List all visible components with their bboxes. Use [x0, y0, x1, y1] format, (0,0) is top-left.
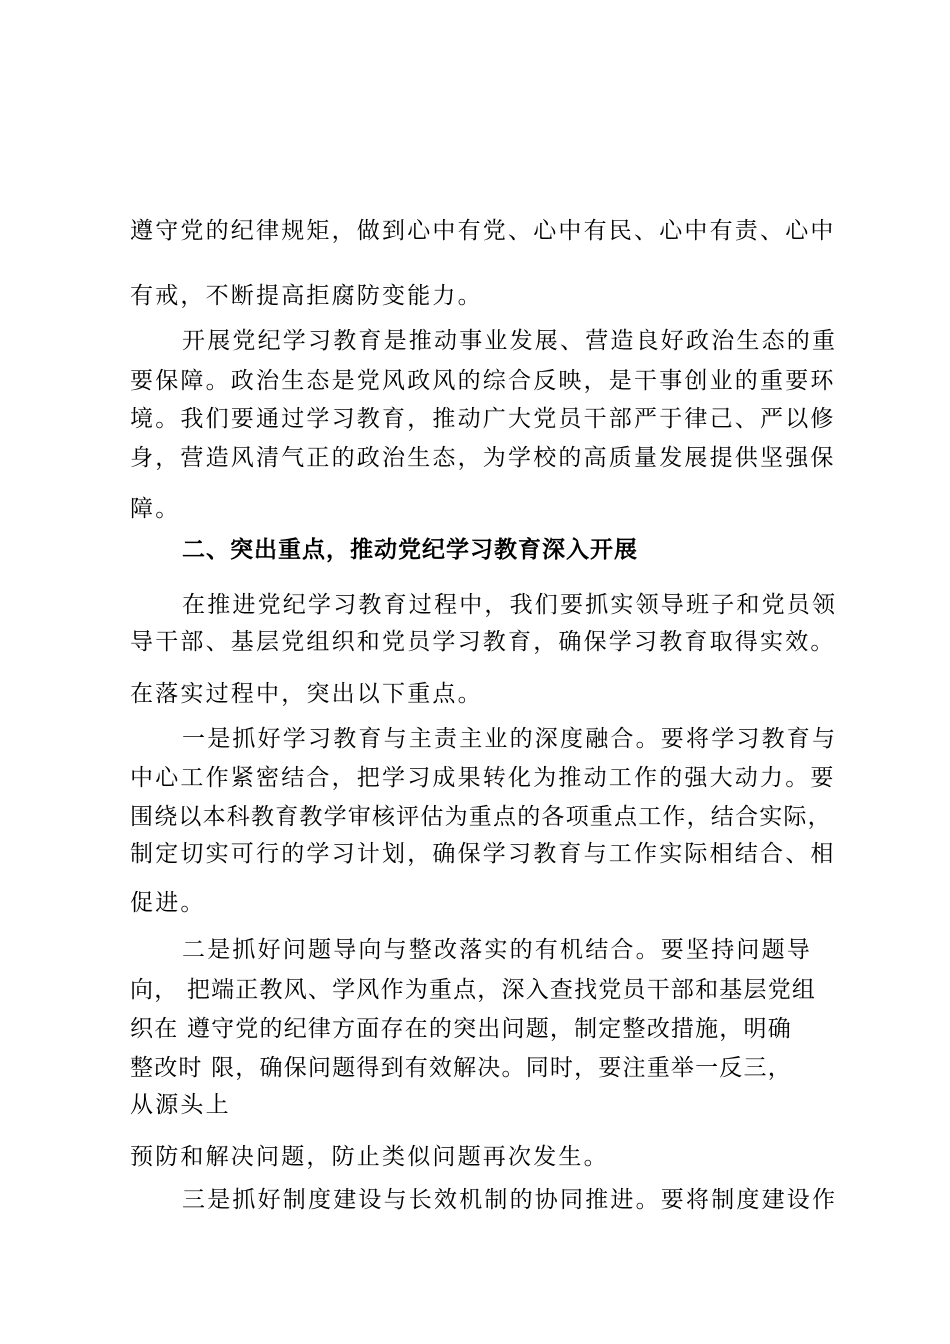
text-line: 要保障。政治生态是党风政风的综合反映，是干事创业的重要环: [130, 368, 836, 394]
text-line: 制定切实可行的学习计划，确保学习教育与工作实际相结合、相: [130, 841, 836, 867]
text-line: 促进。: [130, 890, 206, 916]
paragraph-first-line: 二是抓好问题导向与整改落实的有机结合。要坚持问题导: [182, 937, 812, 963]
paragraph-first-line: 一是抓好学习教育与主责主业的深度融合。要将学习教育与: [182, 726, 838, 752]
text-line: 导干部、基层党组织和党员学习教育，确保学习教育取得实效。: [130, 629, 836, 655]
paragraph-first-line: 在推进党纪学习教育过程中，我们要抓实领导班子和党员领: [182, 592, 838, 618]
text-line: 在落实过程中，突出以下重点。: [130, 681, 483, 707]
text-line: 从源头上: [130, 1092, 231, 1118]
text-line: 中心工作紧密结合，把学习成果转化为推动工作的强大动力。要: [130, 765, 836, 791]
text-line: 境。我们要通过学习教育，推动广大党员干部严于律己、严以修: [130, 406, 836, 432]
text-line: 预防和解决问题，防止类似问题再次发生。: [130, 1144, 609, 1170]
text-line: 整改时 限，确保问题得到有效解决。同时，要注重举一反三，: [130, 1055, 792, 1081]
text-line: 织在 遵守党的纪律方面存在的突出问题，制定整改措施，明确: [130, 1016, 792, 1042]
text-line: 障。: [130, 496, 181, 522]
text-line: 围绕以本科教育教学审核评估为重点的各项重点工作，结合实际，: [130, 804, 832, 830]
paragraph-first-line: 开展党纪学习教育是推动事业发展、营造良好政治生态的重: [182, 328, 838, 354]
text-line: 有戒，不断提高拒腐防变能力。: [130, 283, 483, 309]
text-line: 向， 把端正教风、学风作为重点，深入查找党员干部和基层党组: [130, 977, 817, 1003]
text-line: 遵守党的纪律规矩，做到心中有党、心中有民、心中有责、心中: [130, 218, 836, 244]
paragraph-first-line: 三是抓好制度建设与长效机制的协同推进。要将制度建设作: [182, 1187, 838, 1213]
text-line: 身，营造风清气正的政治生态，为学校的高质量发展提供坚强保: [130, 445, 836, 471]
section-heading: 二、突出重点，推动党纪学习教育深入开展: [182, 537, 638, 563]
